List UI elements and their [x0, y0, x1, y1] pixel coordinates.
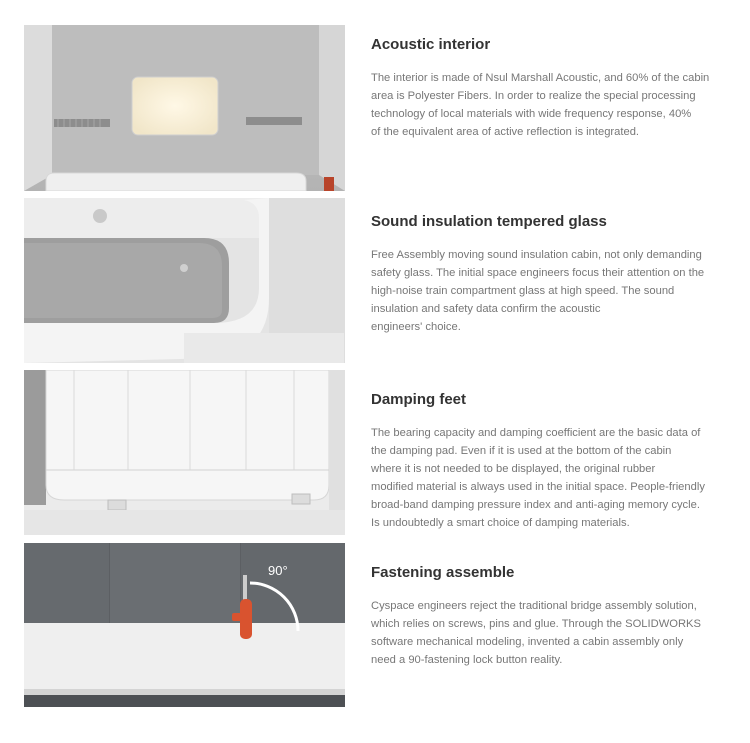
body-line: modified material is always used in the initial space. People-friendly	[371, 481, 705, 494]
body-line: the damping pad. Even if it is used at the bottom of the cabin	[371, 445, 672, 458]
section-heading: Acoustic interior	[371, 36, 491, 53]
body-line: Free Assembly moving sound insulation cabin, not only demanding	[371, 249, 702, 261]
feature-section-glass	[0, 198, 750, 363]
body-line: software mechanical modeling, invented a cabin assembly only	[371, 636, 684, 649]
section-body	[371, 246, 739, 336]
body-line: need a 90-fastening lock button reality.	[371, 654, 563, 667]
acoustic-interior-photo	[24, 25, 345, 191]
section-body	[371, 424, 739, 533]
body-line: Cyspace engineers reject the traditional bridge assembly solution,	[371, 600, 697, 612]
section-body	[371, 597, 739, 669]
angle-label: 90°	[268, 563, 288, 578]
feature-section-damping	[0, 370, 750, 535]
section-heading: Sound insulation tempered glass	[371, 213, 607, 230]
body-line: which relies on screws, pins and glue. Through the SOLIDWORKS	[371, 618, 701, 631]
fastening-assemble-photo	[24, 543, 345, 707]
body-line: The bearing capacity and damping coefficient are the basic data of	[371, 427, 701, 439]
body-line: high-noise train compartment glass at high speed. The sound	[371, 285, 675, 298]
body-line: of the equivalent area of active reflection is integrated.	[371, 126, 640, 139]
body-line: The interior is made of Nsul Marshall Acoustic, and 60% of the cabin	[371, 72, 710, 84]
body-line: technology of local materials with wide frequency response, 40%	[371, 108, 692, 121]
body-line: engineers' choice.	[371, 321, 461, 334]
section-heading: Fastening assemble	[371, 564, 515, 581]
section-heading: Damping feet	[371, 391, 467, 408]
body-line: Is undoubtedly a smart choice of damping materials.	[371, 517, 630, 530]
feature-section-fastening	[0, 543, 750, 707]
section-body	[371, 69, 739, 141]
feature-section-acoustic	[0, 25, 750, 191]
body-line: insulation and safety data confirm the acoustic	[371, 303, 601, 316]
body-line: area is Polyester Fibers. In order to realize the special processing	[371, 90, 696, 103]
damping-feet-photo	[24, 370, 345, 535]
tempered-glass-photo	[24, 198, 345, 363]
body-line: broad-band damping pressure index and anti-aging memory cycle.	[371, 499, 700, 512]
body-line: where it is not needed to be displayed, the original rubber	[371, 463, 656, 476]
body-line: safety glass. The initial space engineers focus their attention on the	[371, 267, 705, 280]
